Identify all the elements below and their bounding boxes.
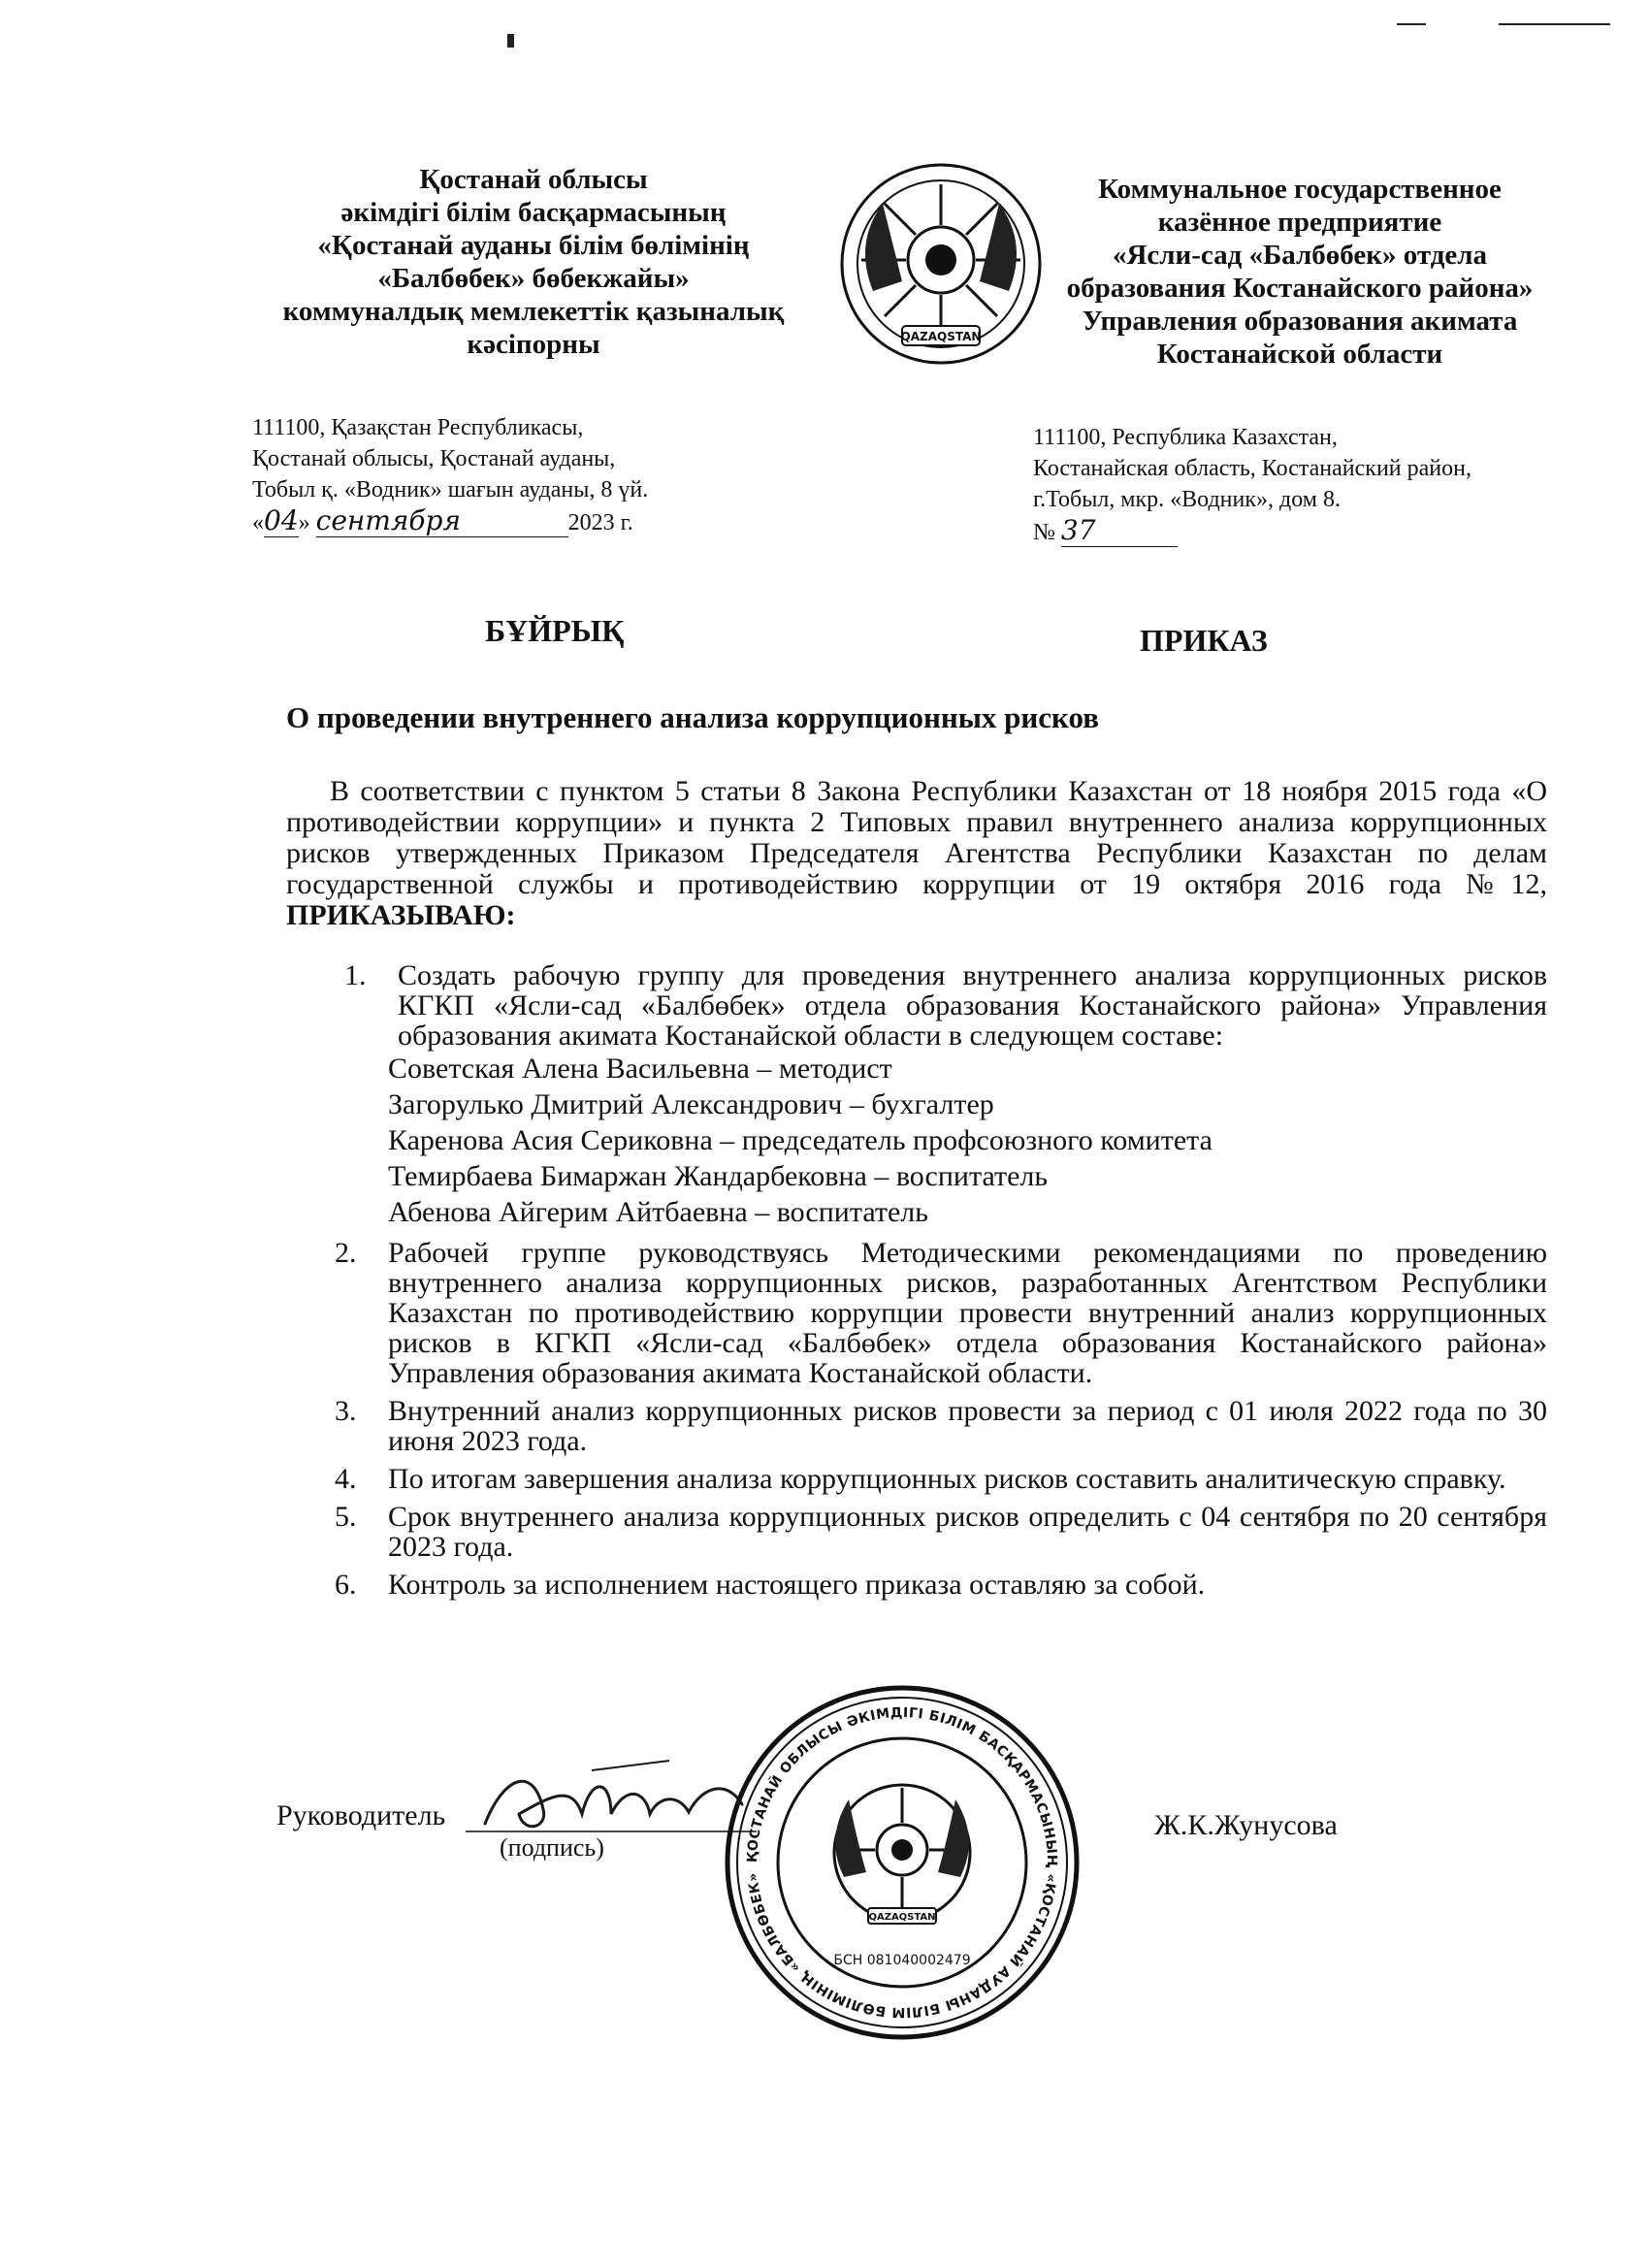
org-line: «Қостанай ауданы білім бөлімінің [317, 230, 750, 261]
address-line: Тобыл қ. «Водник» шағын ауданы, 8 үй. [252, 477, 649, 502]
item-text: Срок внутреннего анализа коррупционных рисков определить с 04 сентября по 20 сентября 2023 года. [388, 1501, 1547, 1563]
org-line: Қостанай облысы [419, 164, 648, 195]
org-line: әкімдігі білім басқармасының [340, 197, 727, 228]
title-ru: ПРИКАЗ [1140, 623, 1268, 658]
item-text: Контроль за исполнением настоящего приказа оставляю за собой. [388, 1569, 1206, 1601]
seal-bin: БСН 081040002479 [833, 1953, 971, 1968]
group-member: Темирбаева Бимаржан Жандарбековна – воспитатель [388, 1160, 1049, 1192]
group-member: Каренова Асия Сериковна – председатель профсоюзного комитета [388, 1124, 1212, 1156]
date-close-quote: » [298, 510, 310, 535]
order-item [335, 1237, 1547, 1389]
date-day: 04 [264, 504, 299, 536]
org-line: «Балбөбек» бөбекжайы» [377, 263, 690, 294]
address-line: Қостанай облысы, Қостанай ауданы, [252, 446, 616, 471]
org-line: образования Костанайского района» [1066, 273, 1534, 304]
state-emblem [834, 155, 1048, 378]
org-name-ru [1048, 173, 1552, 371]
item-number: 5. [335, 1501, 357, 1533]
number-label: № [1033, 520, 1055, 545]
date-year: 2023 г. [567, 510, 633, 535]
item-text: Рабочей группе руководствуясь Методическими рекомендациями по проведению внутреннего анализа коррупционных рисков, разработанных Агентством Республики Казахстан по противодействию коррупции провести внутренний анализ коррупционных рисков в КГКП «Ясли-сад «Балбөбек» отдела образования Костанайского района» Управления образования акимата Костанайской области. [388, 1237, 1547, 1389]
official-seal [723, 1683, 1082, 2042]
address-line: Костанайская область, Костанайский район, [1033, 456, 1471, 481]
order-subject: О проведении внутреннего анализа коррупционных рисков [286, 700, 1099, 734]
title-kz: БҰЙРЫҚ [485, 613, 625, 648]
seal-ring-text: ҚОСТАНАЙ ОБЛЫСЫ ӘКІМДІГІ БІЛІМ БАСҚАРМАСЫНЫҢ «ҚОСТАНАЙ АУДАНЫ БІЛІМ БӨЛІМІНІҢ «БАЛБӨБЕК» [744, 1704, 1060, 2021]
handwritten-signature [466, 1756, 757, 1843]
item-number: 3. [335, 1395, 357, 1427]
order-item [335, 1395, 1547, 1457]
org-line: «Ясли-сад «Балбөбек» отдела [1112, 240, 1488, 271]
item-number: 1. [344, 959, 367, 991]
order-items [335, 959, 1547, 1607]
signature-caption: (подпись) [500, 1833, 604, 1862]
order-item [335, 1501, 1547, 1563]
address-line: г.Тобыл, мкр. «Водник», дом 8. [1033, 487, 1341, 512]
org-name-kz [233, 163, 834, 361]
address-kz [252, 412, 757, 538]
group-member: Загорулько Дмитрий Александрович – бухгалтер [388, 1088, 994, 1120]
item-text: По итогам завершения анализа коррупционных рисков составить аналитическую справку. [388, 1463, 1506, 1495]
group-member: Абенова Айгерим Айтбаевна – воспитатель [388, 1196, 928, 1228]
order-item [335, 1569, 1547, 1601]
item-number: 6. [335, 1569, 357, 1601]
date-month: сентября [316, 505, 568, 537]
date-open-quote: « [252, 510, 264, 535]
preamble-text: В соответствии с пунктом 5 статьи 8 Закона Республики Казахстан от 18 ноября 2015 года «О противодействии коррупции» и пункта 2 Типовых правил внутреннего анализа коррупционных рисков утвержденных Приказом Председателя Агентства Республики Казахстан по делам государственной службы и противодействию коррупции от 19 октября 2016 года №12, [286, 775, 1547, 900]
address-ru [1033, 422, 1576, 548]
order-item [335, 1463, 1547, 1495]
signatory-position: Руководитель [276, 1799, 446, 1831]
address-line: 111100, Қазақстан Республикасы, [252, 415, 584, 440]
signatory-name: Ж.К.Жунусова [1154, 1809, 1338, 1841]
emblem-caption: QAZAQSTAN [900, 330, 982, 343]
item-number: 4. [335, 1463, 357, 1495]
seal-emblem-caption: QAZAQSTAN [868, 1912, 936, 1923]
org-line: Управления образования акимата [1082, 306, 1518, 337]
date-line [252, 505, 757, 538]
svg-text:ҚОСТАНАЙ ОБЛЫСЫ ӘКІМДІГІ БІЛІМ [723, 1683, 1059, 2020]
group-member: Советская Алена Васильевна – методист [388, 1053, 892, 1085]
org-line: кәсіпорны [467, 329, 600, 360]
order-item [344, 959, 1547, 1230]
item-text: Создать рабочую группу для проведения внутреннего анализа коррупционных рисков КГКП «Ясли-сад «Балбөбек» отдела образования Костанайского района» Управления образования акимата Костанайской области в следующем составе: [398, 959, 1547, 1052]
org-line: Костанайской области [1156, 339, 1443, 370]
address-line: 111100, Республика Казахстан, [1033, 425, 1338, 450]
order-word: ПРИКАЗЫВАЮ: [286, 899, 516, 931]
item-text: Внутренний анализ коррупционных рисков провести за период с 01 июля 2022 года по 30 июня 2023 года. [388, 1395, 1547, 1457]
number-line [1033, 515, 1576, 548]
scan-line [1499, 23, 1610, 25]
scan-line [1397, 23, 1426, 25]
preamble [286, 776, 1547, 931]
org-line: коммуналдық мемлекеттік қазыналық [282, 296, 785, 327]
org-line: казённое предприятие [1157, 207, 1442, 238]
scan-mark [507, 34, 514, 48]
item-number: 2. [335, 1237, 357, 1269]
org-line: Коммунальное государственное [1098, 174, 1502, 205]
number-value: 37 [1061, 515, 1178, 547]
